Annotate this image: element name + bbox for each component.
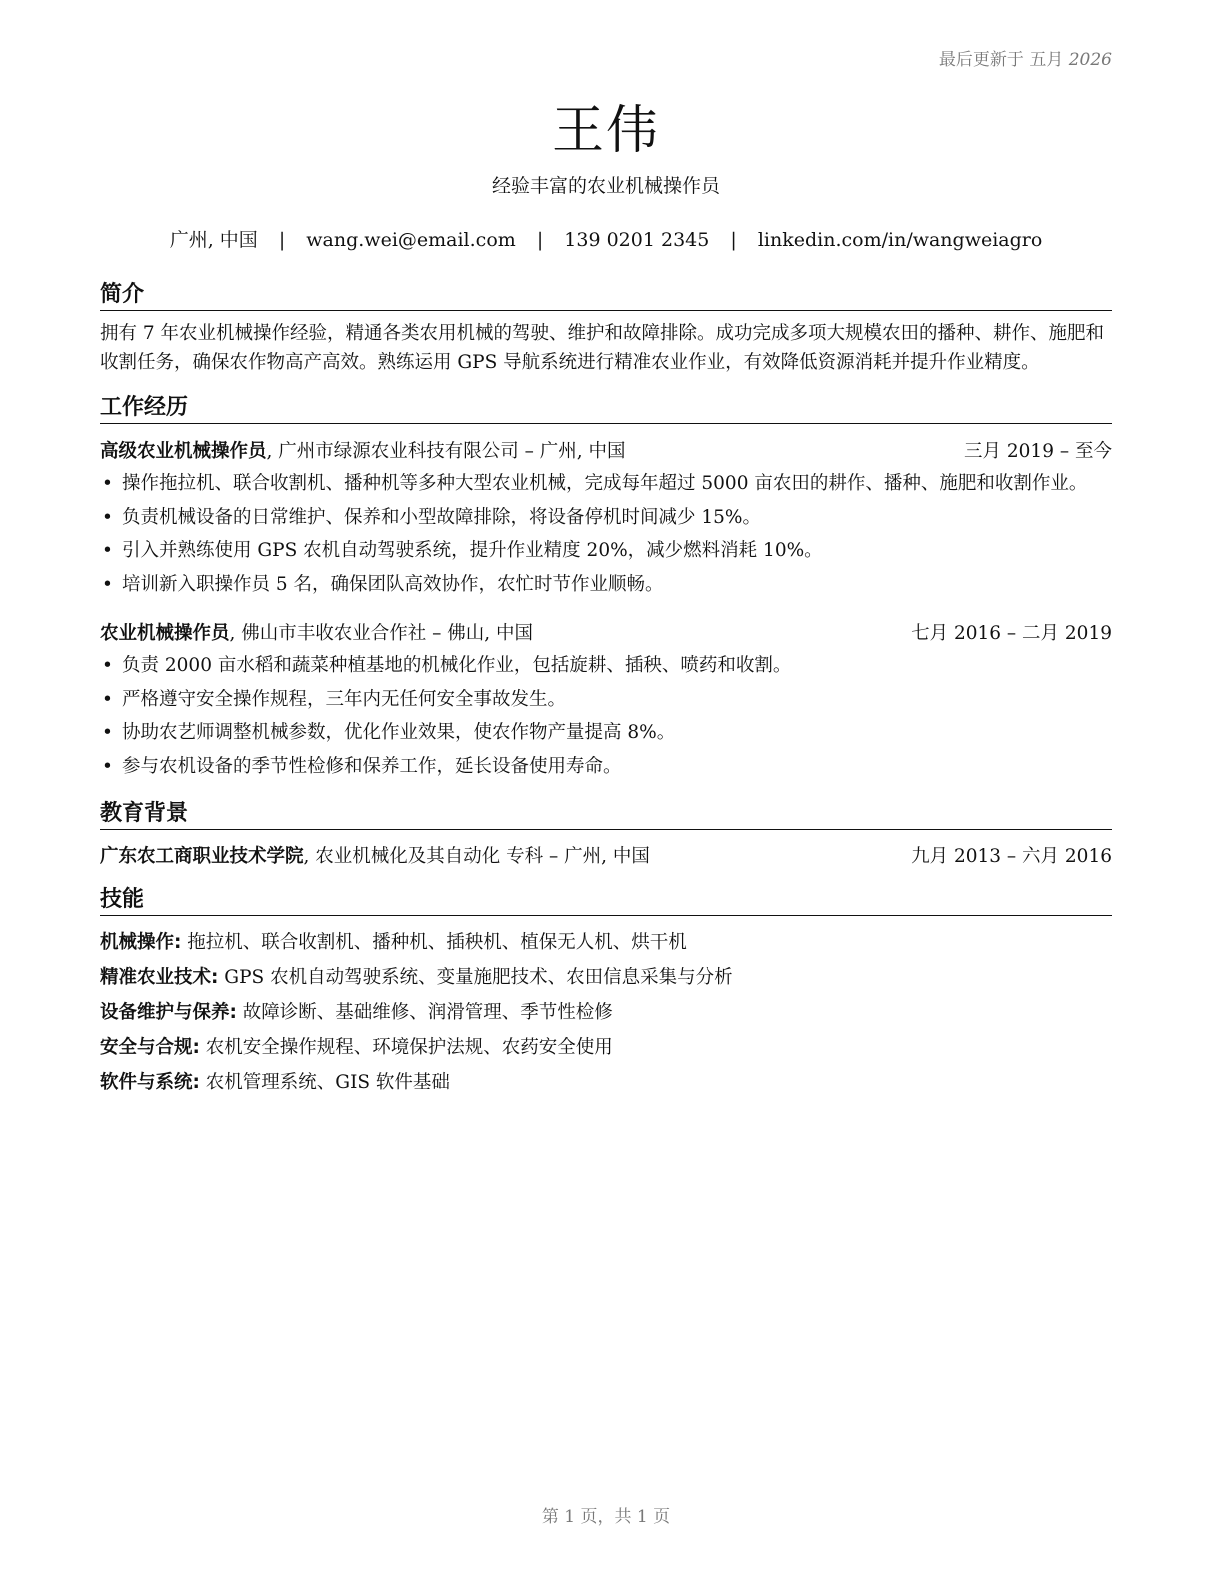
job-org: , 佛山市丰收农业合作社 – 佛山, 中国 [229, 623, 534, 644]
skill-label: 精准农业技术: [100, 967, 219, 988]
skill-value: 农机管理系统、GIS 软件基础 [199, 1072, 450, 1093]
skill-label: 软件与系统: [100, 1072, 200, 1093]
skill-row [100, 995, 1112, 1030]
skill-label: 安全与合规: [100, 1037, 200, 1058]
list-item: • 培训新入职操作员 5 名，确保团队高效协作，农忙时节作业顺畅。 [100, 568, 1112, 602]
job-bullets [100, 467, 1112, 601]
education-detail: , 农业机械化及其自动化 专科 – 广州, 中国 [303, 846, 650, 867]
job-role: 农业机械操作员 [100, 623, 230, 644]
last-updated [939, 45, 1112, 70]
skill-label: 设备维护与保养: [100, 1002, 237, 1023]
skill-row [100, 1030, 1112, 1065]
job-header [100, 437, 1112, 463]
summary-title: 简介 [100, 277, 1112, 311]
education-dates: 九月 2013 – 六月 2016 [911, 846, 1112, 867]
last-updated-year: 2026 [1068, 50, 1112, 70]
experience-section [100, 390, 1112, 783]
experience-title: 工作经历 [100, 390, 1112, 424]
summary-section [100, 277, 1112, 377]
contact-separator: | [536, 229, 544, 251]
list-item: • 协助农艺师调整机械参数，优化作业效果，使农作物产量提高 8%。 [100, 716, 1112, 750]
education-title: 教育背景 [100, 796, 1112, 830]
contact-separator: | [278, 229, 286, 251]
resume-page [100, 0, 1112, 1584]
job-org: , 广州市绿源农业科技有限公司 – 广州, 中国 [266, 441, 626, 462]
contact-email[interactable]: wang.wei@email.com [306, 229, 516, 251]
job-role: 高级农业机械操作员 [100, 441, 267, 462]
skill-row [100, 960, 1112, 995]
skills-list [100, 925, 1112, 1100]
list-item: • 严格遵守安全操作规程，三年内无任何安全事故发生。 [100, 683, 1112, 717]
skill-value: GPS 农机自动驾驶系统、变量施肥技术、农田信息采集与分析 [218, 967, 733, 988]
job-dates: 七月 2016 – 二月 2019 [911, 623, 1112, 644]
contact-location: 广州, 中国 [169, 229, 258, 251]
list-item: • 负责机械设备的日常维护、保养和小型故障排除，将设备停机时间减少 15%。 [100, 501, 1112, 535]
education-school: 广东农工商职业技术学院 [100, 846, 304, 867]
skill-row [100, 1065, 1112, 1100]
contact-phone[interactable]: 139 0201 2345 [564, 229, 710, 251]
skill-value: 农机安全操作规程、环境保护法规、农药安全使用 [199, 1037, 613, 1058]
education-entry [100, 842, 1112, 868]
list-item: • 操作拖拉机、联合收割机、播种机等多种大型农业机械，完成每年超过 5000 亩农田的耕作、播种、施肥和收割作业。 [100, 467, 1112, 501]
last-updated-label: 最后更新于 五月 [938, 50, 1064, 70]
skills-title: 技能 [100, 882, 1112, 916]
skill-row [100, 925, 1112, 960]
contact-line [100, 225, 1112, 252]
contact-linkedin[interactable]: linkedin.com/in/wangweiagro [757, 229, 1043, 251]
skill-value: 故障诊断、基础维修、润滑管理、季节性检修 [236, 1002, 613, 1023]
skills-section [100, 882, 1112, 1100]
page-number: 第 1 页，共 1 页 [541, 1507, 671, 1527]
skill-label: 机械操作: [100, 932, 182, 953]
education-section [100, 796, 1112, 868]
contact-separator: | [730, 229, 737, 251]
summary-text: 拥有 7 年农业机械操作经验，精通各类农用机械的驾驶、维护和故障排除。成功完成多项大规模农田的播种、耕作、施肥和收割任务，确保农作物高产高效。熟练运用 GPS 导航系统进行精准农业作业，有效降低资源消耗并提升作业精度。 [100, 323, 1105, 373]
job-header [100, 619, 1112, 645]
candidate-headline: 经验丰富的农业机械操作员 [491, 175, 720, 197]
list-item: • 参与农机设备的季节性检修和保养工作，延长设备使用寿命。 [100, 750, 1112, 784]
candidate-name: 王伟 [551, 101, 660, 161]
job-dates: 三月 2019 – 至今 [964, 441, 1112, 462]
skill-value: 拖拉机、联合收割机、播种机、插秧机、植保无人机、烘干机 [181, 932, 687, 953]
list-item: • 引入并熟练使用 GPS 农机自动驾驶系统，提升作业精度 20%，减少燃料消耗 10%。 [100, 534, 1112, 568]
list-item: • 负责 2000 亩水稻和蔬菜种植基地的机械化作业，包括旋耕、插秧、喷药和收割。 [100, 649, 1112, 683]
job-bullets [100, 649, 1112, 783]
